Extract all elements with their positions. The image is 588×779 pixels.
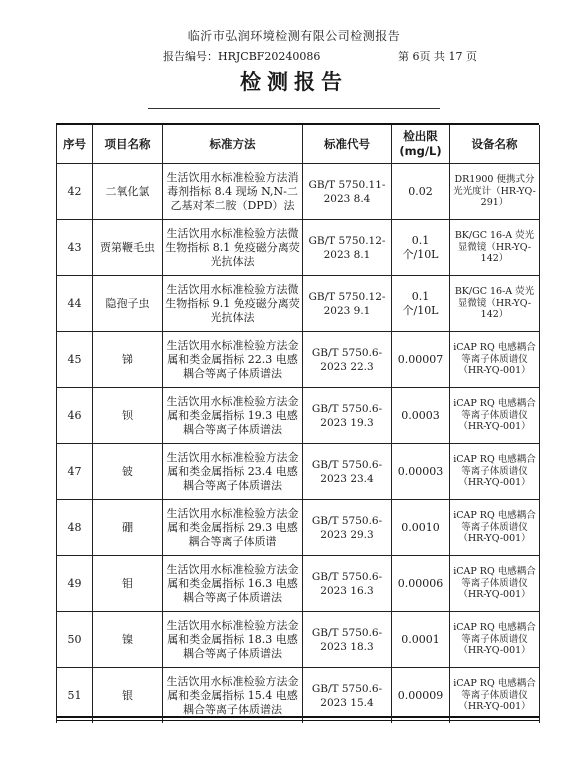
table-row xyxy=(57,556,540,612)
cell-code: GB/T 5750.6-2023 22.3 xyxy=(303,332,392,388)
table-row xyxy=(57,332,540,388)
page-number: 第 6页 共 17 页 xyxy=(398,50,477,63)
cell-code: GB/T 5750.6-2023 15.4 xyxy=(303,668,392,724)
cell-item: 锑 xyxy=(93,332,163,388)
cell-seq: 44 xyxy=(57,276,93,332)
cell-code: GB/T 5750.12-2023 8.1 xyxy=(303,220,392,276)
cell-item: 贾第鞭毛虫 xyxy=(93,220,163,276)
cell-limit: 0.02 xyxy=(392,164,450,220)
cell-seq: 50 xyxy=(57,612,93,668)
table-row xyxy=(57,388,540,444)
cell-method: 生活饮用水标准检验方法金属和类金属指标 18.3 电感耦合等离子体质谱法 xyxy=(163,612,303,668)
table-row xyxy=(57,612,540,668)
cell-seq: 49 xyxy=(57,556,93,612)
cell-equip: iCAP RQ 电感耦合等离子体质谱仪（HR-YQ-001） xyxy=(450,332,540,388)
cell-code: GB/T 5750.6-2023 23.4 xyxy=(303,444,392,500)
cell-item: 银 xyxy=(93,668,163,724)
cell-code: GB/T 5750.6-2023 16.3 xyxy=(303,556,392,612)
cell-method: 生活饮用水标准检验方法金属和类金属指标 23.4 电感耦合等离子体质谱法 xyxy=(163,444,303,500)
cell-item: 镍 xyxy=(93,612,163,668)
cell-equip: iCAP RQ 电感耦合等离子体质谱仪（HR-YQ-001） xyxy=(450,388,540,444)
table-row xyxy=(57,668,540,724)
cell-limit: 0.0010 xyxy=(392,500,450,556)
cell-seq: 43 xyxy=(57,220,93,276)
cell-equip: iCAP RQ 电感耦合等离子体质谱仪（HR-YQ-001） xyxy=(450,444,540,500)
results-table xyxy=(56,125,540,723)
cell-item: 钡 xyxy=(93,388,163,444)
cell-item: 硼 xyxy=(93,500,163,556)
cell-item: 隐孢子虫 xyxy=(93,276,163,332)
col-header-seq: 序号 xyxy=(57,125,93,164)
col-header-item: 项目名称 xyxy=(93,125,163,164)
table-row xyxy=(57,444,540,500)
cell-equip: iCAP RQ 电感耦合等离子体质谱仪（HR-YQ-001） xyxy=(450,668,540,724)
cell-equip: DR1900 便携式分光光度计（HR-YQ-291） xyxy=(450,164,540,220)
cell-code: GB/T 5750.11-2023 8.4 xyxy=(303,164,392,220)
report-number: 报告编号：HRJCBF20240086 xyxy=(163,50,321,63)
cell-code: GB/T 5750.6-2023 19.3 xyxy=(303,388,392,444)
cell-method: 生活饮用水标准检验方法消毒剂指标 8.4 现场 N,N-二乙基对苯二胺（DPD）法 xyxy=(163,164,303,220)
col-header-limit: 检出限 (mg/L) xyxy=(392,125,450,164)
cell-seq: 51 xyxy=(57,668,93,724)
cell-item: 二氧化氯 xyxy=(93,164,163,220)
cell-limit: 0.1 个/10L xyxy=(392,276,450,332)
col-header-method: 标准方法 xyxy=(163,125,303,164)
cell-seq: 47 xyxy=(57,444,93,500)
cell-limit: 0.00007 xyxy=(392,332,450,388)
cell-seq: 45 xyxy=(57,332,93,388)
cell-equip: BK/GC 16-A 荧光显微镜（HR-YQ-142） xyxy=(450,276,540,332)
cell-equip: iCAP RQ 电感耦合等离子体质谱仪（HR-YQ-001） xyxy=(450,612,540,668)
cell-item: 铍 xyxy=(93,444,163,500)
cell-equip: iCAP RQ 电感耦合等离子体质谱仪（HR-YQ-001） xyxy=(450,500,540,556)
cell-code: GB/T 5750.6-2023 18.3 xyxy=(303,612,392,668)
cell-equip: iCAP RQ 电感耦合等离子体质谱仪（HR-YQ-001） xyxy=(450,556,540,612)
cell-limit: 0.0001 xyxy=(392,612,450,668)
table-row xyxy=(57,164,540,220)
company-name: 临沂市弘润环境检测有限公司检测报告 xyxy=(187,29,401,43)
cell-method: 生活饮用水标准检验方法微生物指标 9.1 免疫磁分离荧光抗体法 xyxy=(163,276,303,332)
cell-seq: 48 xyxy=(57,500,93,556)
table-row xyxy=(57,220,540,276)
cell-seq: 42 xyxy=(57,164,93,220)
cell-limit: 0.1 个/10L xyxy=(392,220,450,276)
cell-method: 生活饮用水标准检验方法微生物指标 8.1 免疫磁分离荧光抗体法 xyxy=(163,220,303,276)
col-header-code: 标准代号 xyxy=(303,125,392,164)
cell-limit: 0.00003 xyxy=(392,444,450,500)
cell-method: 生活饮用水标准检验方法金属和类金属指标 29.3 电感耦合等离子体质谱 xyxy=(163,500,303,556)
results-table-frame xyxy=(56,123,539,718)
cell-limit: 0.0003 xyxy=(392,388,450,444)
col-header-equip: 设备名称 xyxy=(450,125,540,164)
cell-method: 生活饮用水标准检验方法金属和类金属指标 19.3 电感耦合等离子体质谱法 xyxy=(163,388,303,444)
title-divider xyxy=(148,108,440,109)
cell-equip: BK/GC 16-A 荧光显微镜（HR-YQ-142） xyxy=(450,220,540,276)
page-title: 检测报告 xyxy=(240,70,348,94)
table-row xyxy=(57,500,540,556)
cell-method: 生活饮用水标准检验方法金属和类金属指标 16.3 电感耦合等离子体质谱法 xyxy=(163,556,303,612)
cell-method: 生活饮用水标准检验方法金属和类金属指标 22.3 电感耦合等离子体质谱法 xyxy=(163,332,303,388)
cell-item: 钼 xyxy=(93,556,163,612)
table-bottom-rule xyxy=(56,720,539,721)
cell-code: GB/T 5750.6-2023 29.3 xyxy=(303,500,392,556)
table-row xyxy=(57,276,540,332)
table-header-row xyxy=(57,125,540,164)
cell-limit: 0.00009 xyxy=(392,668,450,724)
cell-code: GB/T 5750.12-2023 9.1 xyxy=(303,276,392,332)
cell-seq: 46 xyxy=(57,388,93,444)
cell-method: 生活饮用水标准检验方法金属和类金属指标 15.4 电感耦合等离子体质谱法 xyxy=(163,668,303,724)
cell-limit: 0.00006 xyxy=(392,556,450,612)
